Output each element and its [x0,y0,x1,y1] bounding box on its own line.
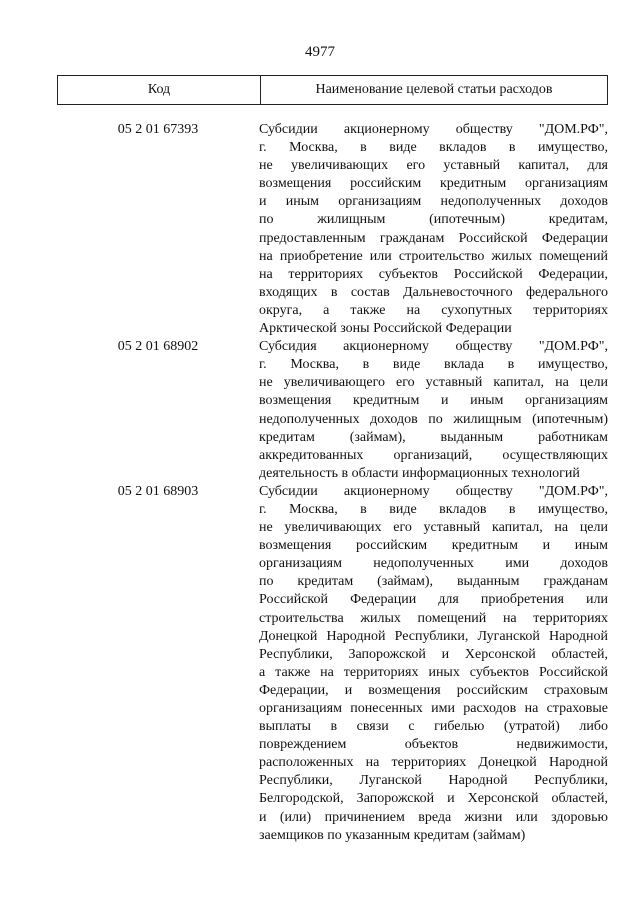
description-line: входящих в состав Дальневосточного федерального [259,284,608,300]
description-line: по кредитам (займам), выданным гражданам [259,574,608,590]
description-line: Федерации, и возмещения российским страховым [259,682,608,698]
description-line: Белгородской, Запорожской и Херсонской областей, [259,791,608,807]
description-line: Республики, Запорожской и Херсонской областей, [259,646,608,662]
description-line: на территориях субъектов Российской Федерации, [259,266,608,282]
table-row [57,483,608,845]
description-line: не увеличивающих его уставный капитал, на цели [259,520,608,536]
description-line: округа, а также на сухопутных территориях [259,302,608,318]
description-line: кредитам (займам), выданным работникам [259,429,608,445]
description-line: и (или) причинением вреда жизни или здоровью [259,809,608,825]
description-line: г. Москва, в виде вкладов в имущество, [259,501,608,517]
description-line: возмещения российским кредитным и иным [259,538,608,554]
table-row [57,338,608,483]
table-body [57,121,608,845]
description-line: г. Москва, в виде вклада в имущество, [259,357,608,373]
header-code: Код [58,76,261,104]
description-line: организациям понесенных ими расходов на страховые [259,701,608,716]
description-line: выплаты в связи с гибелью (утратой) либо [259,719,608,735]
description-line: недополученных доходов по жилищным (ипотечным) [259,411,608,427]
description-line: Республики, Луганской Народной Республики, [259,773,608,789]
description-line: Субсидия акционерному обществу "ДОМ.РФ", [259,339,608,355]
description-line: не увеличивающих его уставный капитал, для [259,158,608,174]
description-line: расположенных на территориях Донецкой Народной [259,755,608,771]
description-line: возмещения кредитным и иным организациям [259,393,608,409]
table-header [57,75,608,105]
table-row [57,121,608,338]
description-line: а также на территориях иных субъектов Российской [259,664,608,680]
description-line: аккредитованных организаций, осуществляющих [259,447,608,463]
description-line: предоставленным гражданам Российской Федерации [259,230,608,246]
description-line: организациям недополученных ими доходов [259,556,608,572]
row-description [259,338,608,483]
description-line: деятельность в области информационных технологий [259,465,580,481]
page-number: 4977 [305,44,335,60]
description-line: г. Москва, в виде вкладов в имущество, [259,140,608,156]
description-line: Субсидии акционерному обществу "ДОМ.РФ", [259,483,608,499]
description-line: не увеличивающего его уставный капитал, на цели [259,375,608,391]
description-line: строительства жилых помещений на территориях [259,610,608,626]
description-line: Субсидии акционерному обществу "ДОМ.РФ", [259,122,608,137]
description-line: заемщиков по указанным кредитам (займам) [259,827,526,843]
row-code: 05 2 01 68903 [117,483,199,499]
description-line: Донецкой Народной Республики, Луганской Народной [259,628,608,644]
description-line: Российской Федерации для приобретения или [259,592,608,608]
header-name: Наименование целевой статьи расходов [315,82,553,97]
row-description [259,121,608,338]
row-description [259,483,608,845]
description-line: по жилищным (ипотечным) кредитам, [259,212,608,228]
row-code: 05 2 01 67393 [117,122,199,137]
row-code: 05 2 01 68902 [117,339,199,355]
description-line: Арктической зоны Российской Федерации [259,321,512,337]
description-line: и иным организациям недополученных доходов [259,194,608,210]
description-line: повреждением объектов недвижимости, [259,737,608,753]
description-line: возмещения российским кредитным организациям [259,176,608,192]
description-line: на приобретение или строительство жилых помещений [259,248,608,264]
